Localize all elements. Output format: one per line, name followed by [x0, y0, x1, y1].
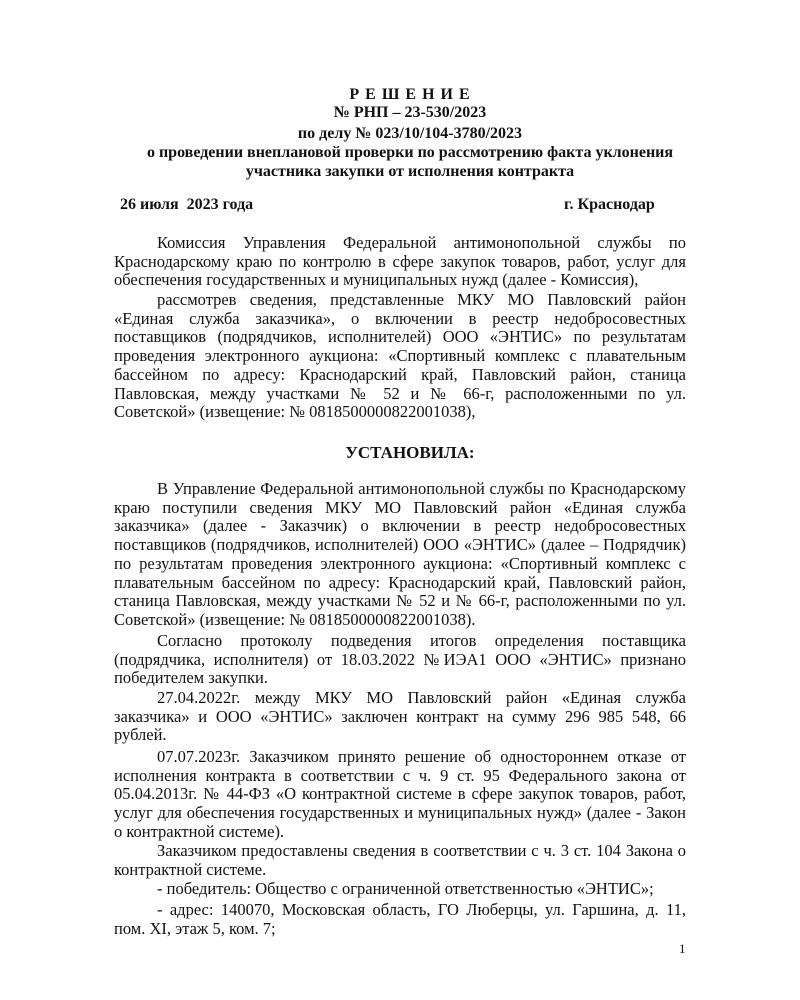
decision-number: № РНП – 23-530/2023: [333, 104, 487, 121]
paragraph-contract: 27.04.2022г. между МКУ МО Павловский район «Единая служба заказчика» и ООО «ЭНТИС» заключен контракт на сумму 296 985 548, 66 рублей.: [114, 688, 686, 745]
list-item-winner: - победитель: Общество с ограниченной ответственностью «ЭНТИС»;: [157, 879, 654, 898]
paragraph-considered: рассмотрев сведения, представленные МКУ МО Павловский район «Единая служба заказчика», о включении в реестр недобросовестных поставщиков (подрядчиков, исполнителей) ООО «ЭНТИС» по результатам проведения электронного аукциона: «Спортивный комплекс с плавательным бассейном по адресу: Краснодарский край, Павловский район, станица Павловская, между участками № 52 и № 66-г, расположенными по ул. Советской» (извещение: № 0818500000822001038),: [114, 290, 686, 422]
document-date: 26 июля 2023 года: [120, 196, 254, 213]
paragraph-refusal: 07.07.2023г. Заказчиком принято решение об одностороннем отказе от исполнения контракта в соответствии с ч. 9 ст. 95 Федерального закона от 05.04.2013г. № 44-ФЗ «О контрактной системе в сфере закупок товаров, работ, услуг для обеспечения государственных и муниципальных нужд» (далее - Закон о контрактной системе).: [114, 747, 686, 841]
section-title-established: УСТАНОВИЛА:: [345, 443, 475, 462]
paragraph-protocol: Согласно протоколу подведения итогов определения поставщика (подрядчика, исполнителя) от 18.03.2022 №ИЭА1 ООО «ЭНТИС» признано победителем закупки.: [114, 631, 686, 688]
page-number: 1: [679, 941, 686, 956]
list-item-address: - адрес: 140070, Московская область, ГО Люберцы, ул. Гаршина, д. 11, пом. XI, этаж 5, ком. 7;: [114, 900, 686, 938]
paragraph-received-info: В Управление Федеральной антимонопольной службы по Краснодарскому краю поступили сведения МКУ МО Павловский район «Единая служба заказчика» (далее - Заказчик) о включении в реестр недобросовестных поставщиков (подрядчиков, исполнителей) ООО «ЭНТИС» (далее – Подрядчик) по результатам проведения электронного аукциона: «Спортивный комплекс с плавательным бассейном по адресу: Краснодарский край, Павловский район, станица Павловская, между участками № 52 и № 66-г, расположенными по ул. Советской» (извещение: № 0818500000822001038).: [114, 479, 686, 629]
paragraph-info-provided: Заказчиком предоставлены сведения в соответствии с ч. 3 ст. 104 Закона о контрактной системе.: [114, 841, 686, 879]
decision-subject-line-1: о проведении внеплановой проверки по рассмотрению факта уклонения: [146, 144, 674, 161]
document-city: г. Краснодар: [564, 196, 655, 213]
decision-subject-line-2: участника закупки от исполнения контракта: [245, 163, 575, 180]
case-number: по делу № 023/10/104-3780/2023: [297, 125, 523, 142]
paragraph-commission: Комиссия Управления Федеральной антимонопольной службы по Краснодарскому краю по контролю в сфере закупок товаров, работ, услуг для обеспечения государственных и муниципальных нужд (далее - Комиссия),: [114, 233, 686, 290]
decision-title: Р Е Ш Е Н И Е: [349, 86, 471, 103]
